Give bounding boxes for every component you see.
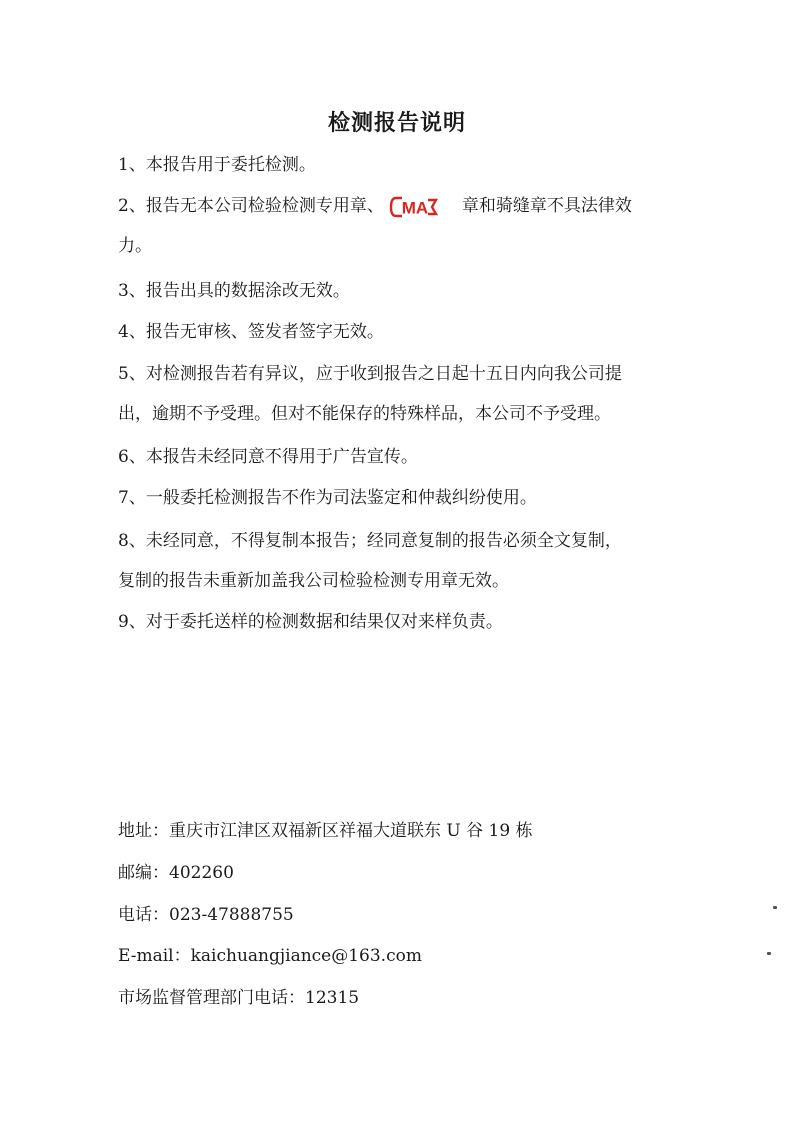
item-8-line-1: 8、未经同意，不得复制本报告；经同意复制的报告必须全文复制，: [118, 531, 622, 551]
contact-supervision-phone: 市场监督管理部门电话：12315: [118, 988, 360, 1008]
cma-stamp-text: MA: [401, 198, 429, 217]
scan-speck: [767, 952, 771, 955]
item-4: 4、报告无审核、签发者签字无效。: [118, 322, 384, 342]
contact-phone: 电话：023-47888755: [118, 905, 294, 925]
item-6: 6、本报告未经同意不得用于广告宣传。: [118, 447, 418, 467]
item-5-line-2: 出，逾期不予受理。但对不能保存的特殊样品，本公司不予受理。: [118, 404, 611, 424]
item-9: 9、对于委托送样的检测数据和结果仅对来样负责。: [118, 612, 503, 632]
item-5-line-1: 5、对检测报告若有异议，应于收到报告之日起十五日内向我公司提: [118, 364, 622, 384]
item-8-line-2: 复制的报告未重新加盖我公司检验检测专用章无效。: [118, 571, 509, 591]
scan-speck: [773, 906, 777, 909]
contact-postcode: 邮编：402260: [118, 863, 234, 883]
item-3: 3、报告出具的数据涂改无效。: [118, 281, 350, 301]
contact-address: 地址：重庆市江津区双福新区祥福大道联东 U 谷 19 栋: [118, 821, 533, 841]
page-title: 检测报告说明: [327, 111, 466, 136]
item-2-text-a: 2、报告无本公司检验检测专用章、: [118, 196, 384, 216]
cma-stamp-icon: [388, 195, 440, 219]
item-1: 1、本报告用于委托检测。: [118, 155, 316, 175]
item-2-text-b: 章和骑缝章不具法律效: [461, 196, 632, 216]
item-2-line-2: 力。: [118, 236, 152, 256]
item-2-line-1: [118, 194, 632, 219]
item-7: 7、一般委托检测报告不作为司法鉴定和仲裁纠纷使用。: [118, 488, 537, 508]
contact-email: E-mail：kaichuangjiance@163.com: [118, 946, 422, 966]
